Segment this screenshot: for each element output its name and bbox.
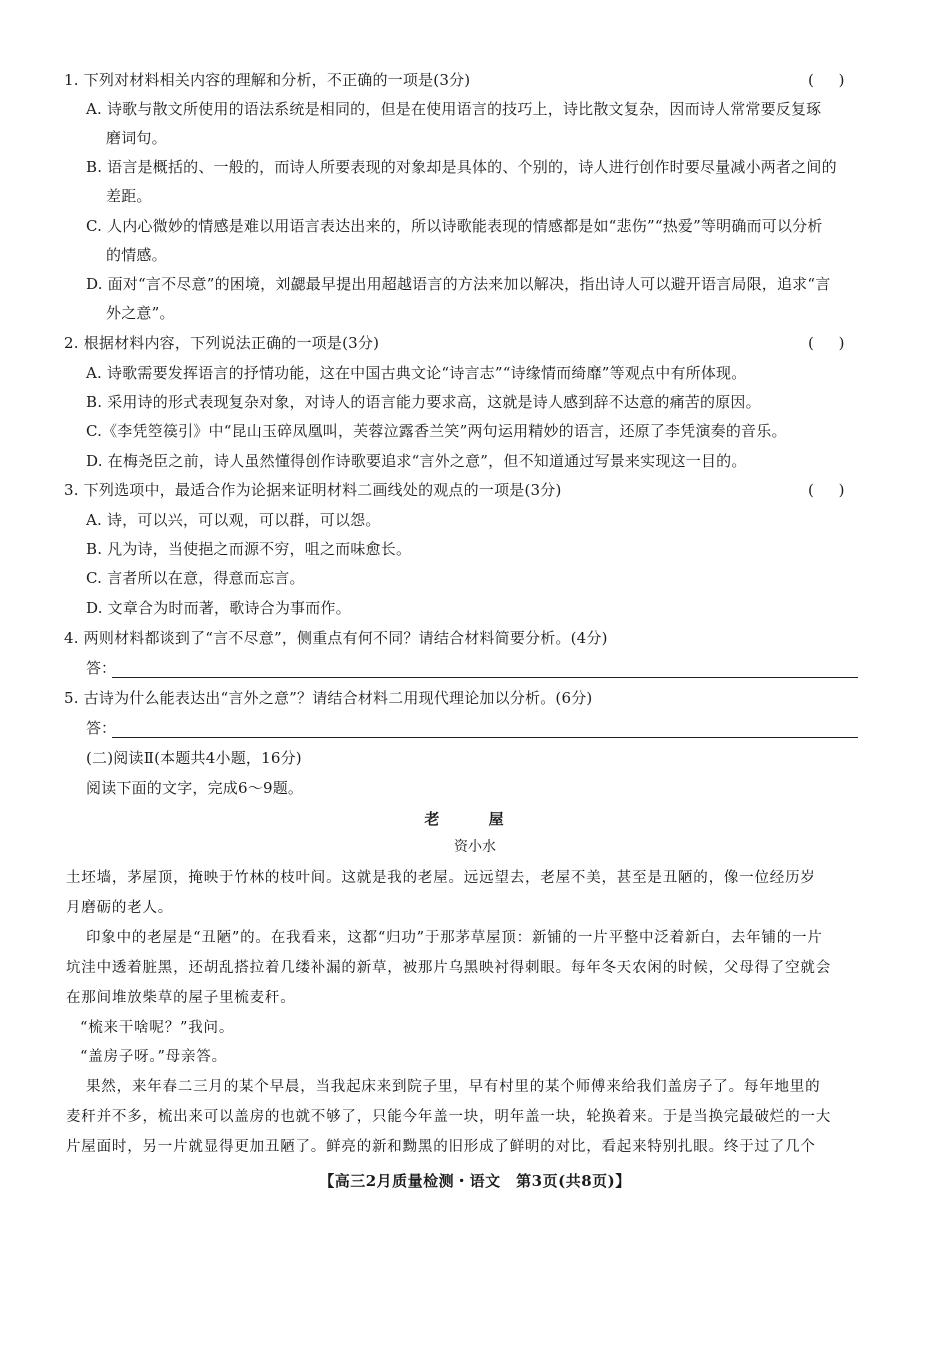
- q2-answer-paren: ( ): [808, 334, 855, 352]
- q2-option-a: A. 诗歌需要发挥语言的抒情功能，这在中国古典文论“诗言志”“诗缘情而绮靡”等观点中有所体现。: [86, 364, 747, 382]
- q3-option-c: C. 言者所以在意，得意而忘言。: [86, 569, 305, 587]
- q2-option-c: C.《李凭箜篌引》中“昆山玉碎凤凰叫，芙蓉泣露香兰笑”两句运用精妙的语言，还原了李凭演奏的音乐。: [86, 422, 787, 440]
- essay-line: 印象中的老屋是“丑陋”的。在我看来，这都“归功”于那茅草屋顶：新铺的一片平整中泛着新白，去年铺的一片: [86, 930, 823, 946]
- section2-instruction: 阅读下面的文字，完成6～9题。: [86, 779, 304, 797]
- q2-stem: 2. 根据材料内容，下列说法正确的一项是(3分): [64, 334, 380, 352]
- essay-author: 资小水: [454, 839, 496, 855]
- essay-line: “盖房子呀。”母亲答。: [80, 1049, 227, 1065]
- q1-option-d: D. 面对“言不尽意”的困境，刘勰最早提出用超越语言的方法来加以解决，指出诗人可以避开语言局限，追求“言: [86, 275, 831, 293]
- q3-option-b: B. 凡为诗，当使挹之而源不穷，咀之而味愈长。: [86, 540, 412, 558]
- q3-answer-paren: ( ): [808, 481, 855, 499]
- page-footer: 【高三2月质量检测・语文 第3页(共8页)】: [319, 1172, 631, 1190]
- essay-line: 月磨砺的老人。: [66, 900, 174, 916]
- q5-answer-label: 答：: [86, 719, 117, 737]
- q1-option-a: A. 诗歌与散文所使用的语法系统是相同的，但是在使用语言的技巧上，诗比散文复杂，因而诗人常常要反复琢: [86, 100, 822, 118]
- essay-line: 果然，来年春二三月的某个早晨，当我起床来到院子里，早有村里的某个师傅来给我们盖房子了。每年地里的: [86, 1079, 821, 1095]
- essay-line: “梳来干啥呢？”我问。: [80, 1020, 235, 1036]
- q1-option-b: B. 语言是概括的、一般的，而诗人所要表现的对象却是具体的、个别的，诗人进行创作时要尽量减小两者之间的: [86, 158, 837, 176]
- q3-stem: 3. 下列选项中，最适合作为论据来证明材料二画线处的观点的一项是(3分): [64, 481, 562, 499]
- essay-line: 坑洼中透着脏黑，还胡乱搭拉着几缕补漏的新草，被那片乌黑映衬得刺眼。每年冬天农闲的时候，父母得了空就会: [66, 960, 831, 976]
- essay-title: 老 屋: [424, 810, 526, 828]
- essay-line: 土坯墙，茅屋顶，掩映于竹林的枝叶间。这就是我的老屋。远远望去，老屋不美，甚至是丑陋的，像一位经历岁: [66, 870, 816, 886]
- q1-option-d-cont: 外之意”。: [106, 304, 175, 322]
- q3-option-d: D. 文章合为时而著，歌诗合为事而作。: [86, 599, 351, 617]
- q1-option-c: C. 人内心微妙的情感是难以用语言表达出来的，所以诗歌能表现的情感都是如“悲伤”“热爱”等明确而可以分析: [86, 217, 823, 235]
- q1-stem: 1. 下列对材料相关内容的理解和分析，不正确的一项是(3分): [64, 71, 471, 89]
- q3-option-a: A. 诗，可以兴，可以观，可以群，可以怨。: [86, 511, 381, 529]
- q4-answer-label: 答：: [86, 659, 117, 677]
- q5-stem: 5. 古诗为什么能表达出“言外之意”？请结合材料二用现代理论加以分析。(6分): [64, 689, 593, 707]
- q1-option-a-cont: 磨词句。: [106, 129, 167, 147]
- essay-line: 在那间堆放柴草的屋子里梳麦秆。: [66, 990, 296, 1006]
- q5-answer-line[interactable]: [112, 737, 858, 738]
- q4-answer-line[interactable]: [112, 677, 858, 678]
- q4-stem: 4. 两则材料都谈到了“言不尽意”，侧重点有何不同？请结合材料简要分析。(4分): [64, 629, 608, 647]
- q2-option-d: D. 在梅尧臣之前，诗人虽然懂得创作诗歌要追求“言外之意”，但不知道通过写景来实现这一目的。: [86, 452, 747, 470]
- essay-line: 麦秆并不多，梳出来可以盖房的也就不够了，只能今年盖一块，明年盖一块，轮换着来。于是当换完最破烂的一大: [66, 1109, 831, 1125]
- q2-option-b: B. 采用诗的形式表现复杂对象，对诗人的语言能力要求高，这就是诗人感到辞不达意的痛苦的原因。: [86, 393, 761, 411]
- q1-option-c-cont: 的情感。: [106, 246, 167, 264]
- essay-line: 片屋面时，另一片就显得更加丑陋了。鲜亮的新和黝黑的旧形成了鲜明的对比，看起来特别扎眼。终于过了几个: [66, 1139, 816, 1155]
- section2-heading: (二)阅读Ⅱ(本题共4小题，16分): [86, 749, 302, 767]
- q1-answer-paren: ( ): [808, 71, 855, 89]
- q1-option-b-cont: 差距。: [106, 187, 152, 205]
